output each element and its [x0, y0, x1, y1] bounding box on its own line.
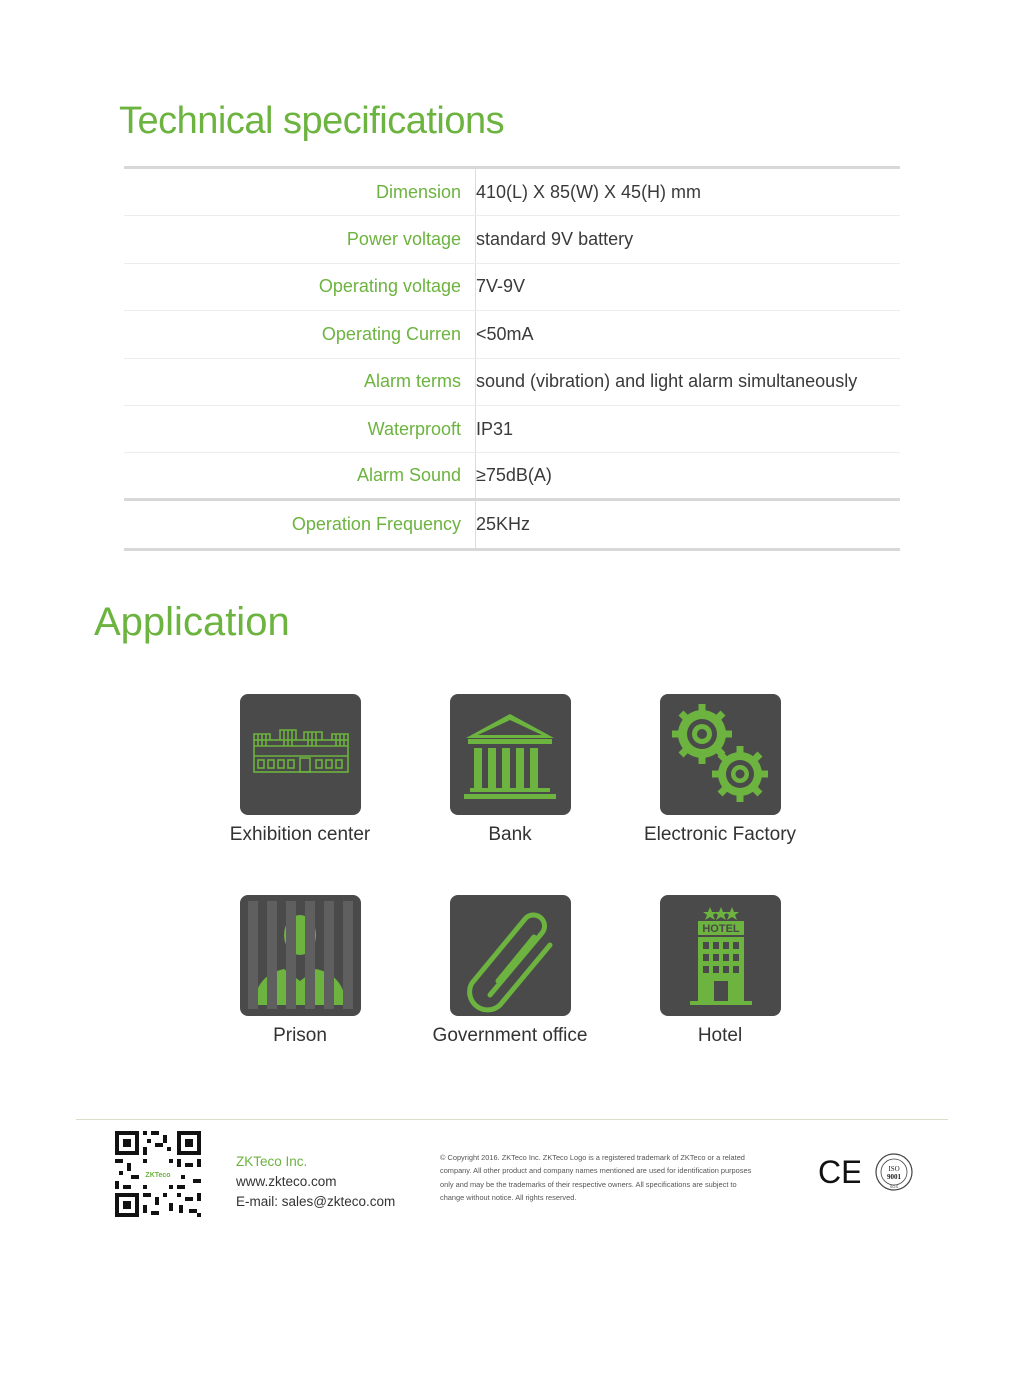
spec-value: ≥75dB(A)	[476, 465, 552, 486]
copyright-notice	[440, 1151, 770, 1205]
spec-row	[124, 501, 900, 547]
application-item	[625, 895, 815, 1047]
application-item	[205, 895, 395, 1047]
exhibition-center-icon	[240, 694, 361, 815]
application-item	[415, 895, 605, 1047]
application-label: Electronic Factory	[643, 824, 797, 845]
spec-row	[124, 359, 900, 406]
iso-number: 9001	[887, 1173, 901, 1181]
company-name: ZKTeco Inc.	[236, 1154, 308, 1169]
copyright-line: company. All other product and company names mentioned are used for identification purposes	[440, 1166, 752, 1176]
copyright-line: change without notice. All rights reserved.	[440, 1193, 577, 1203]
spec-row	[124, 311, 900, 358]
bank-icon	[450, 694, 571, 815]
spec-title: Technical specifications	[119, 100, 505, 142]
copyright-line: © Copyright 2016. ZKTeco Inc. ZKTeco Logo is a registered trademark of ZKTeco or a related	[440, 1153, 745, 1162]
application-label: Government office	[432, 1025, 588, 1046]
svg-text:HOTEL: HOTEL	[701, 923, 740, 935]
application-label: Prison	[273, 1025, 327, 1046]
spec-label: Power voltage	[346, 229, 461, 250]
spec-value: 25KHz	[476, 514, 531, 535]
iso-sub: SGS	[889, 1184, 899, 1189]
prison-icon	[240, 895, 361, 1016]
company-info	[236, 1152, 395, 1212]
spec-label: Alarm terms	[363, 371, 461, 392]
spec-label: Operating voltage	[318, 276, 461, 297]
spec-value: <50mA	[476, 323, 534, 344]
spec-value: 7V-9V	[476, 276, 526, 297]
gears-icon	[660, 694, 781, 815]
spec-row	[124, 169, 900, 216]
qr-logo-text: ZKTeco	[145, 1172, 171, 1179]
copyright-line: only and may be the trademarks of their respective owners. All specifications are subject to	[440, 1179, 737, 1189]
spec-row	[124, 453, 900, 501]
qr-code[interactable]	[113, 1129, 203, 1224]
spec-label: Waterprooft	[367, 418, 461, 439]
application-label: Hotel	[697, 1025, 743, 1046]
hotel-icon	[660, 895, 781, 1016]
spec-row	[124, 406, 900, 453]
iso-certification-icon	[874, 1152, 914, 1197]
spec-label: Operating Curren	[321, 323, 461, 344]
application-label: Bank	[488, 824, 532, 845]
ce-mark-icon	[818, 1155, 860, 1192]
application-title: Application	[94, 600, 290, 644]
spec-value: IP31	[476, 418, 514, 439]
spec-value: standard 9V battery	[476, 229, 634, 250]
spec-label: Operation Frequency	[291, 514, 461, 535]
application-item	[205, 694, 395, 846]
ce-mark-text: CE	[818, 1155, 860, 1187]
spec-row	[124, 264, 900, 311]
company-website[interactable]: www.zkteco.com	[236, 1174, 337, 1189]
paperclip-icon	[450, 895, 571, 1016]
spec-row	[124, 216, 900, 263]
spec-table	[124, 166, 900, 551]
company-email[interactable]: E-mail: sales@zkteco.com	[236, 1194, 396, 1209]
spec-value: sound (vibration) and light alarm simultaneously	[476, 371, 858, 392]
iso-text: ISO	[888, 1165, 900, 1173]
application-item	[625, 694, 815, 846]
spec-label: Dimension	[375, 181, 461, 202]
footer-divider	[76, 1119, 948, 1120]
spec-value: 410(L) X 85(W) X 45(H) mm	[476, 181, 702, 202]
spec-label: Alarm Sound	[356, 465, 461, 486]
application-label: Exhibition center	[229, 824, 371, 845]
application-item	[415, 694, 605, 846]
